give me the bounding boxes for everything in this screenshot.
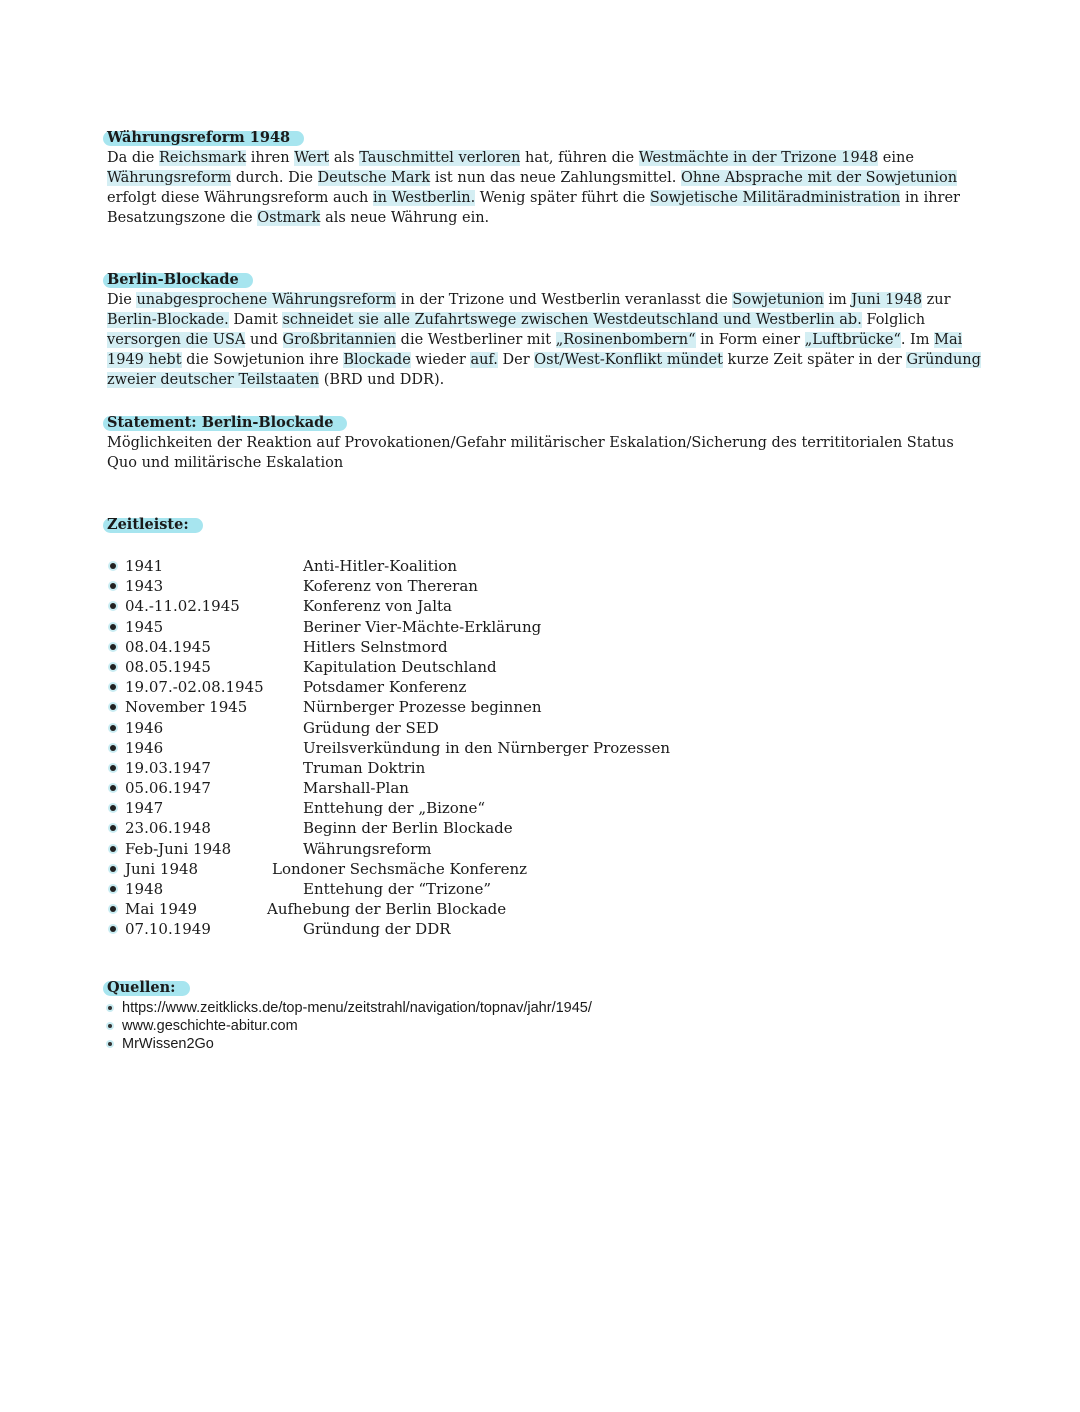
highlighted-text: Wert (294, 150, 330, 166)
highlighted-text: Ohne Absprache mit der Sowjetunion (680, 170, 958, 186)
text-segment: kurze Zeit später in der (722, 352, 907, 368)
highlighted-text: Reichsmark (159, 150, 247, 166)
highlighted-text: „Luftbrücke“ (804, 332, 901, 348)
timeline-item (107, 718, 987, 738)
bullet-icon (110, 906, 116, 912)
bullet-icon (110, 926, 116, 932)
timeline-date: 1948 (125, 880, 164, 898)
highlighted-text: schneidet sie alle Zufahrtswege zwischen Westdeutschland und Westberlin ab. (282, 312, 862, 328)
highlighted-text: Ostmark (257, 210, 321, 226)
text-segment: . Im (900, 332, 935, 348)
bullet-icon (110, 603, 116, 609)
paragraph-waehrungsreform (107, 148, 987, 228)
timeline-event: Enttehung der „Bizone“ (303, 799, 486, 818)
heading-statement: Statement: Berlin-Blockade (107, 413, 347, 433)
text-segment: in Form einer (695, 332, 805, 348)
text-segment: als (329, 150, 360, 166)
timeline-date: Feb-Juni 1948 (125, 839, 232, 858)
section-berlin-blockade (107, 270, 987, 390)
timeline-item (107, 798, 987, 818)
highlighted-text: Deutsche Mark (317, 170, 431, 186)
timeline-event: Anti-Hitler-Koalition (303, 557, 458, 575)
timeline-event: Gründung der DDR (303, 920, 451, 939)
highlighted-text: Berlin-Blockade. (107, 312, 229, 328)
bullet-icon (110, 563, 116, 569)
text-segment: hat, führen die (520, 150, 639, 166)
text-segment: eine (878, 150, 914, 166)
timeline-event: Truman Doktrin (303, 758, 426, 777)
bullet-icon (110, 644, 116, 650)
timeline-date: Mai 1949 (125, 900, 198, 919)
timeline-date: 08.05.1945 (125, 657, 211, 676)
timeline-event: Nürnberger Prozesse beginnen (303, 698, 542, 717)
heading-sources: Quellen: (107, 978, 190, 998)
timeline-list-wrapper (107, 556, 987, 940)
source-item[interactable] (107, 999, 987, 1017)
timeline-date: 05.06.1947 (125, 779, 211, 798)
text-segment: im (823, 292, 852, 308)
timeline-item (107, 818, 987, 838)
highlighted-text: Sowjetunion (732, 292, 824, 308)
timeline-item (107, 879, 987, 899)
bullet-icon (110, 805, 116, 811)
text-segment: die Westberliner mit (396, 332, 556, 348)
timeline-item (107, 657, 987, 677)
highlighted-text: Juni 1948 (851, 292, 923, 308)
timeline-item (107, 738, 987, 758)
timeline-date: 1946 (125, 718, 164, 737)
timeline-item (107, 677, 987, 697)
text-segment: Der (497, 352, 535, 368)
timeline-date: Juni 1948 (125, 859, 199, 878)
sources-list-wrapper (107, 999, 987, 1053)
timeline-event: Beriner Vier-Mächte-Erklärung (303, 617, 542, 636)
timeline-date: 1943 (125, 577, 164, 596)
timeline-date: 1947 (125, 799, 164, 818)
highlighted-text: versorgen die USA (107, 332, 246, 348)
text-segment: durch. Die (231, 170, 318, 186)
section-sources (107, 978, 987, 998)
highlighted-text: Großbritannien (282, 332, 397, 348)
timeline-item (107, 839, 987, 859)
timeline-item (107, 919, 987, 939)
bullet-icon (110, 866, 116, 872)
bullet-icon (110, 704, 116, 710)
text-segment: Die (107, 292, 137, 308)
highlighted-text: Gründung zweier deutscher Teilstaaten (107, 352, 981, 388)
highlighted-text: Ost/West-Konflikt mündet (534, 352, 723, 368)
text-segment: Da die (107, 150, 159, 166)
bullet-icon (108, 1006, 112, 1010)
source-text: MrWissen2Go (122, 1036, 214, 1052)
timeline-item (107, 758, 987, 778)
text-segment: in der Trizone und Westberlin veranlasst die (396, 292, 733, 308)
source-text: www.geschichte-abitur.com (122, 1018, 298, 1034)
text-segment: Damit (228, 312, 283, 328)
timeline-event: Konferenz von Jalta (303, 597, 452, 616)
timeline-date: 19.07.-02.08.1945 (125, 678, 264, 697)
timeline-date: 04.-11.02.1945 (125, 597, 240, 616)
section-timeline (107, 515, 987, 535)
text-segment: in ihrer Besatzungszone die (107, 190, 960, 226)
timeline-item (107, 859, 987, 879)
text-segment: Folglich (861, 312, 926, 328)
highlighted-text: in Westberlin. (373, 190, 476, 206)
timeline-event: Aufhebung der Berlin Blockade (267, 900, 507, 919)
timeline-event: Marshall-Plan (303, 779, 409, 798)
timeline-date: 07.10.1949 (125, 920, 211, 939)
text-segment: und (245, 332, 283, 348)
timeline-event: Londoner Sechsmäche Konferenz (272, 859, 528, 878)
timeline-date: 23.06.1948 (125, 819, 211, 838)
text-segment: die Sowjetunion ihre (181, 352, 344, 368)
bullet-icon (110, 725, 116, 731)
timeline-date: November 1945 (125, 698, 248, 717)
highlighted-text: Sowjetische Militäradministration (649, 190, 901, 206)
timeline-item (107, 617, 987, 637)
bullet-icon (110, 765, 116, 771)
bullet-icon (110, 886, 116, 892)
text-segment: erfolgt diese Währungsreform auch (107, 190, 374, 206)
highlighted-text: Mai 1949 hebt (107, 332, 963, 368)
timeline-event: Koferenz von Thereran (303, 577, 478, 596)
text-segment: ihren (246, 150, 295, 166)
bullet-icon (108, 1042, 112, 1046)
highlighted-text: „Rosinenbombern“ (555, 332, 696, 348)
heading-berlin-blockade: Berlin-Blockade (107, 270, 253, 290)
timeline-item (107, 637, 987, 657)
timeline-date: 19.03.1947 (125, 758, 211, 777)
highlighted-text: Währungsreform (107, 170, 232, 186)
timeline-date: 1946 (125, 738, 164, 757)
paragraph-statement: Möglichkeiten der Reaktion auf Provokationen/Gefahr militärischer Eskalation/Sicherung des territitorialen Status Quo und militärische Eskalation (107, 435, 954, 471)
timeline-item (107, 576, 987, 596)
highlighted-text: Tauschmittel verloren (359, 150, 521, 166)
timeline-event: Potsdamer Konferenz (303, 678, 467, 697)
highlighted-text: auf. (470, 352, 498, 368)
bullet-icon (110, 785, 116, 791)
timeline-date: 1945 (125, 617, 164, 636)
timeline-event: Währungsreform (303, 839, 432, 858)
source-item (107, 1017, 987, 1035)
timeline-item (107, 778, 987, 798)
section-waehrungsreform (107, 128, 987, 228)
source-item (107, 1035, 987, 1053)
bullet-icon (110, 664, 116, 670)
text-segment: zur (922, 292, 951, 308)
highlighted-text: Westmächte in der Trizone 1948 (638, 150, 879, 166)
paragraph-berlin-blockade (107, 290, 987, 390)
timeline-item (107, 697, 987, 717)
bullet-icon (110, 583, 116, 589)
section-statement (107, 413, 987, 473)
text-segment: (BRD und DDR). (319, 372, 445, 388)
highlighted-text: Blockade (343, 352, 411, 368)
timeline-item (107, 899, 987, 919)
text-segment: wieder (410, 352, 471, 368)
timeline-event: Grüdung der SED (303, 718, 439, 737)
timeline-list (107, 556, 987, 940)
source-text: https://www.zeitklicks.de/top-menu/zeitstrahl/navigation/topnav/jahr/1945/ (122, 1000, 592, 1016)
bullet-icon (110, 745, 116, 751)
timeline-event: Enttehung der “Trizone” (303, 880, 492, 898)
heading-timeline: Zeitleiste: (107, 515, 203, 535)
timeline-date: 1941 (125, 557, 164, 575)
bullet-icon (110, 846, 116, 852)
bullet-icon (110, 624, 116, 630)
timeline-date: 08.04.1945 (125, 637, 211, 656)
text-segment: Wenig später führt die (475, 190, 650, 206)
text-segment: als neue Währung ein. (320, 210, 490, 226)
timeline-event: Beginn der Berlin Blockade (303, 819, 513, 838)
timeline-item (107, 556, 987, 576)
bullet-icon (110, 825, 116, 831)
sources-list (107, 999, 987, 1053)
timeline-event: Ureilsverkündung in den Nürnberger Prozessen (303, 738, 671, 757)
timeline-event: Kapitulation Deutschland (303, 657, 497, 676)
timeline-event: Hitlers Selnstmord (303, 637, 448, 656)
heading-waehrungsreform: Währungsreform 1948 (107, 128, 304, 148)
highlighted-text: unabgesprochene Währungsreform (136, 292, 397, 308)
text-segment: ist nun das neue Zahlungsmittel. (430, 170, 681, 186)
bullet-icon (108, 1024, 112, 1028)
timeline-item (107, 596, 987, 616)
bullet-icon (110, 684, 116, 690)
